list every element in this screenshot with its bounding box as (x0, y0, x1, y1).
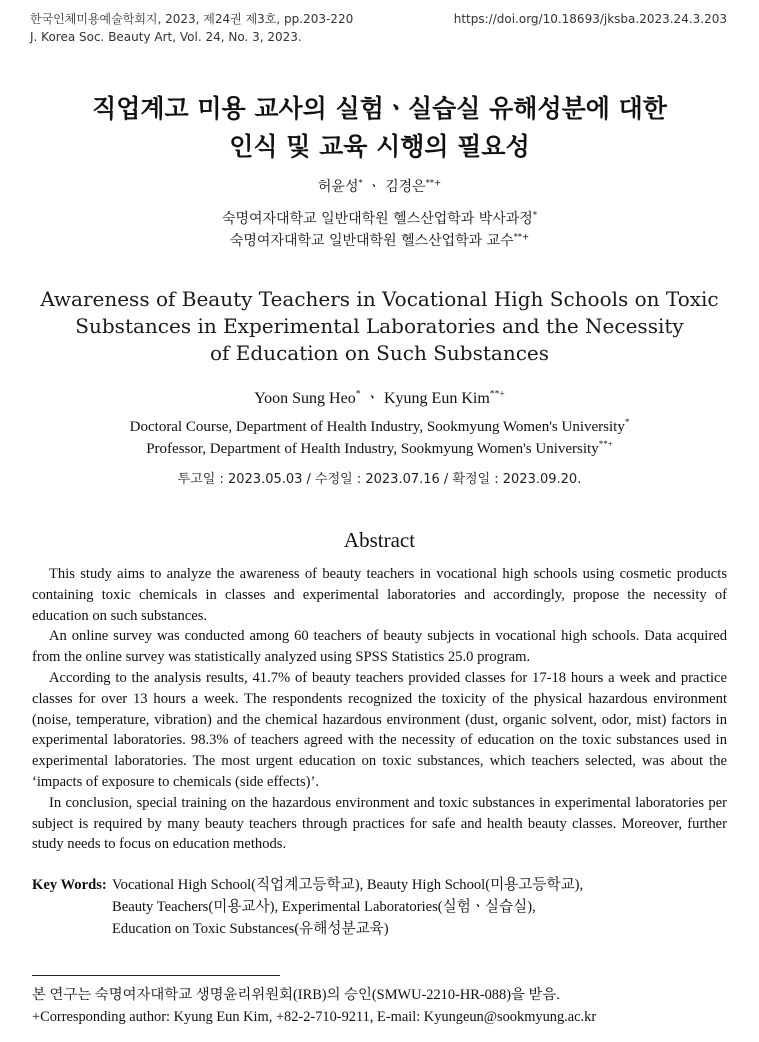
english-authors (0, 385, 759, 408)
affiliation-text: 숙명여자대학교 일반대학원 헬스산업학과 박사과정 (221, 211, 533, 227)
keywords-line: Education on Toxic Substances(유해성분교육) (112, 921, 389, 937)
keywords-line: Vocational High School(직업계고등학교), Beauty High School(미용고등학교), (112, 877, 584, 893)
abstract-paragraph: According to the analysis results, 41.7% of beauty teachers provided classes for 17-18 hours a week and practice classes for over 13 hours a week. The respondents recognized the toxicity of the physical hazardous environment (noise, temperature, vibration) and the chemical hazardous environment (dust, organic solvent, odor, mist) factors in experimental laboratories. 98.3% of teachers agreed with the necessity of education on the toxic substances used in experimental laboratories. The most urgent education on toxic substances, which teachers selected, was about the ‘impacts of exposure to chemicals (side effects)’. (32, 669, 727, 790)
author-separator: ㆍ (362, 179, 386, 195)
footnote-divider (32, 975, 280, 976)
abstract-paragraph: In conclusion, special training on the hazardous environment and toxic substances in experimental laboratories per subject is required by many beauty teachers through practices for safe and health beauty classes. Moreover, further study needs to focus on education methods. (32, 794, 727, 853)
abstract-paragraph: This study aims to analyze the awareness of beauty teachers in vocational high schools using cosmetic products containing toxic chemicals in classes and experimental laboratories and accordingly, propose the necessity of education on such substances. (32, 566, 727, 624)
keywords-label: Key Words: (32, 877, 107, 893)
author-mark: * (355, 388, 361, 400)
submission-dates: 투고일 : 2023.05.03 / 수정일 : 2023.07.16 / 확정일 : 2023.09.20. (177, 472, 582, 487)
affiliation-mark: **+ (513, 231, 530, 242)
footnote-irb: 본 연구는 숙명여자대학교 생명윤리위원회(IRB)의 승인(SMWU-2210-HR-088)을 받음. (32, 987, 560, 1003)
author-mark: * (358, 177, 363, 188)
author-name: 허윤성 (317, 179, 359, 195)
english-title-line: Substances in Experimental Laboratories and the Necessity (75, 314, 684, 338)
english-title-line: Awareness of Beauty Teachers in Vocational High Schools on Toxic (40, 287, 719, 311)
korean-authors (0, 176, 759, 196)
korean-title (0, 90, 759, 166)
korean-affiliations (0, 208, 759, 252)
abstract-heading: Abstract (343, 528, 416, 552)
affiliation-mark: **+ (598, 439, 613, 449)
english-title-line: of Education on Such Substances (209, 341, 549, 365)
affiliation-line (0, 438, 759, 460)
affiliation-text: Doctoral Course, Department of Health Industry, Sookmyung Women's University (129, 419, 625, 435)
affiliation-line (0, 208, 759, 230)
english-title (0, 286, 759, 367)
affiliation-mark: * (624, 417, 630, 427)
korean-title-line: 직업계고 미용 교사의 실험ㆍ실습실 유해성분에 대한 (92, 94, 667, 123)
affiliation-text: Professor, Department of Health Industry, Sookmyung Women's University (146, 441, 599, 457)
author-name: 김경은 (385, 179, 426, 195)
affiliation-mark: * (532, 209, 538, 220)
affiliation-line (0, 416, 759, 438)
author-name: Kyung Eun Kim (383, 390, 490, 407)
abstract-body (32, 564, 727, 855)
affiliation-line (0, 230, 759, 252)
journal-header (30, 10, 353, 46)
author-separator: ㆍ (360, 390, 384, 407)
keywords-line: Beauty Teachers(미용교사), Experimental Laboratories(실험ㆍ실습실), (112, 899, 536, 915)
footnote-corresponding-author: +Corresponding author: Kyung Eun Kim, +82-2-710-9211, E-mail: Kyungeun@sookmyung.ac.kr (32, 1009, 597, 1025)
affiliation-text: 숙명여자대학교 일반대학원 헬스산업학과 교수 (229, 233, 514, 249)
journal-citation-en: J. Korea Soc. Beauty Art, Vol. 24, No. 3, 2023. (30, 30, 302, 44)
author-name: Yoon Sung Heo (254, 390, 356, 407)
keywords-list (112, 874, 583, 940)
abstract-paragraph: An online survey was conducted among 60 teachers of beauty subjects in vocational high schools. Data acquired from the online survey was statistically analyzed using SPSS Statistics 25.0 program. (32, 628, 727, 666)
korean-title-line: 인식 및 교육 시행의 필요성 (229, 132, 530, 161)
english-affiliations (0, 416, 759, 460)
author-mark: **+ (425, 177, 442, 188)
author-mark: **+ (489, 388, 505, 400)
doi-link[interactable]: https://doi.org/10.18693/jksba.2023.24.3.203 (453, 12, 727, 26)
journal-citation-ko: 한국인체미용예술학회지, 2023, 제24권 제3호, pp.203-220 (30, 12, 354, 26)
